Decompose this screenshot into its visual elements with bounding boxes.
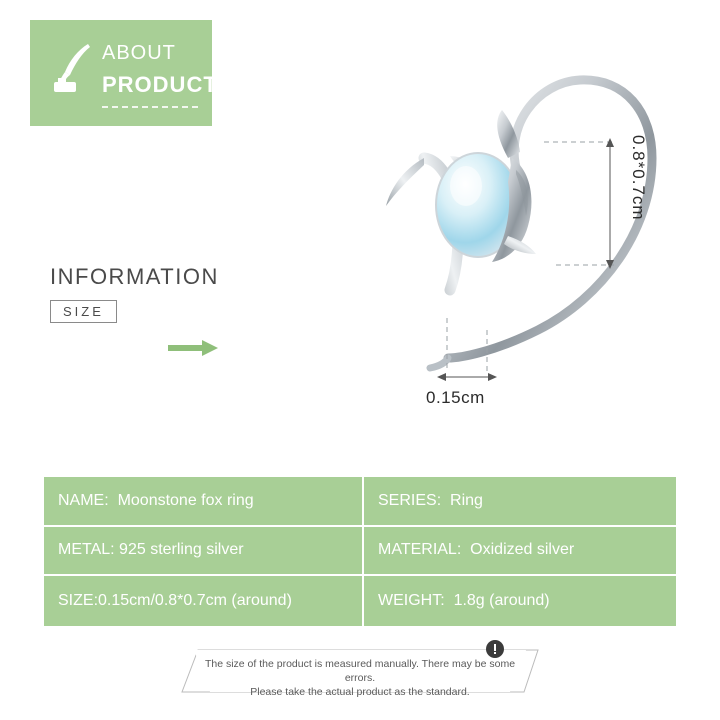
information-title: INFORMATION [50,264,219,289]
weight-value: 1.8g (around) [444,592,550,610]
series-label: SERIES: [378,491,442,509]
table-row [364,527,676,577]
name-value: Moonstone fox ring [108,491,254,509]
size-label: SIZE: [58,592,99,610]
material-label: MATERIAL: [378,541,462,559]
footer-note-line2: Please take the actual product as the standard. [250,686,470,698]
table-row [44,576,364,626]
size-label-box: SIZE [50,300,117,323]
size-value: 0.15cm/0.8*0.7cm (around) [98,592,292,610]
series-value: Ring [441,491,483,509]
exclamation-icon [486,640,504,658]
spec-table [44,477,676,626]
table-row [44,527,364,577]
table-row [364,576,676,626]
table-row [364,477,676,527]
about-label: ABOUT [102,42,176,64]
footer-disclaimer [180,648,540,698]
material-value: Oxidized silver [461,541,575,559]
vertical-dimension-label: 0.8*0.7cm [629,135,648,221]
footer-note-text [202,657,518,699]
weight-label: WEIGHT: [378,592,445,610]
metal-label: METAL: [58,541,115,559]
table-row [44,477,364,527]
horizontal-dimension-label: 0.15cm [426,388,485,407]
product-label: PRODUCT [102,72,218,97]
footer-note-line1: The size of the product is measured manually. There may be some errors. [204,658,516,684]
metal-value: 925 sterling silver [114,541,244,559]
name-label: NAME: [58,491,109,509]
